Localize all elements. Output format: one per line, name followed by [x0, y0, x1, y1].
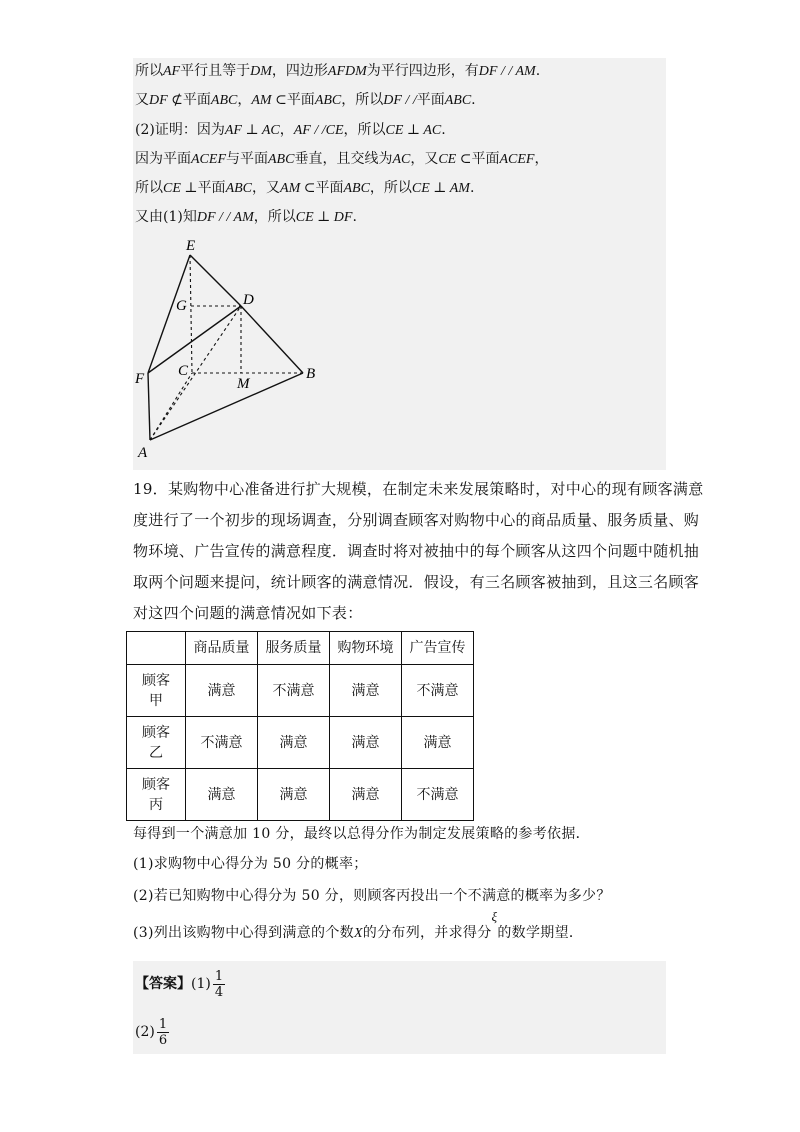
subquestion-1: (1)求购物中心得分为 50 分的概率；	[133, 856, 368, 872]
text: 的分布列，并求得分	[362, 925, 492, 941]
math: CE ⊥ DF	[295, 210, 353, 225]
text: 平面	[182, 92, 211, 108]
row-name-bottom: 甲	[149, 692, 163, 709]
header-cell: 服务质量	[258, 632, 330, 665]
math: ABC	[343, 181, 370, 196]
subquestion-2: (2)若已知购物中心得分为 50 分，则顾客丙投出一个不满意的概率为多少？	[133, 888, 611, 904]
table-cell: 满意	[258, 769, 330, 821]
math: ABC	[444, 93, 472, 108]
text: 垂直，且交线为	[294, 151, 393, 167]
math: ACEF	[191, 152, 226, 167]
math: AF / /CE	[293, 123, 344, 138]
label-A: A	[138, 445, 148, 461]
header-cell: 商品质量	[186, 632, 258, 665]
table-cell: 满意	[258, 717, 330, 769]
label-G: G	[176, 298, 187, 314]
proof-line-5	[135, 178, 474, 199]
math: DF / /	[383, 93, 417, 108]
proof-line-6	[135, 207, 357, 228]
text: 因为平面	[135, 151, 191, 167]
question-line-2: 度进行了一个初步的现场调查，分别调查顾客对购物中心的商品质量、服务质量、购	[133, 511, 700, 529]
math: ACEF	[499, 152, 535, 167]
table-cell: 满意	[330, 717, 402, 769]
header-cell: 购物环境	[330, 632, 402, 665]
edge-EF	[148, 255, 190, 373]
text: ，所以	[341, 92, 384, 108]
math: DF ⊄	[149, 93, 183, 108]
math: AM ⊂	[251, 93, 287, 108]
question-line-1: 19．某购物中心准备进行扩大规模，在制定未来发展策略时，对中心的现有顾客满意	[133, 480, 704, 498]
text: 与平面	[226, 151, 268, 167]
math: ABC	[210, 93, 238, 108]
edge-FD	[148, 306, 241, 373]
math: AF ⊥ AC	[224, 123, 280, 138]
text: (2)证明：因为	[135, 122, 225, 138]
text: ，所以	[369, 180, 412, 196]
scoring-rule: 每得到一个满意加 10 分，最终以总得分作为制定发展策略的参考依据．	[133, 826, 590, 842]
text: 的数学期望．	[497, 925, 584, 941]
text: 平面	[416, 92, 445, 108]
row-name-bottom: 乙	[149, 744, 163, 761]
text: 平面	[471, 151, 500, 167]
header-cell	[127, 632, 186, 665]
table-cell: 满意	[330, 769, 402, 821]
table-row	[127, 769, 474, 821]
math: CE ⊥	[163, 181, 198, 196]
table-cell: 不满意	[402, 665, 474, 717]
answer-label: 【答案】	[135, 976, 191, 992]
row-name-bottom: 丙	[149, 796, 163, 813]
text: 平面	[197, 180, 226, 196]
answer-part-label: (2)	[135, 1024, 155, 1040]
text: 又	[135, 92, 149, 108]
table-header-row	[127, 632, 474, 665]
table-cell: 满意	[186, 665, 258, 717]
proof-line-1	[135, 61, 540, 82]
edge-FA	[148, 373, 150, 440]
row-header	[127, 717, 186, 769]
text: ，所以	[343, 122, 386, 138]
label-E: E	[186, 238, 196, 254]
label-D: D	[243, 292, 254, 308]
text: ，又	[252, 180, 281, 196]
math: ABC	[314, 93, 342, 108]
text: ，所以	[253, 209, 296, 225]
math: CE ⊥ AM	[411, 181, 470, 196]
numerator: 1	[214, 968, 224, 984]
table-cell: 满意	[186, 769, 258, 821]
proof-line-3	[135, 120, 446, 141]
edge-DB	[241, 306, 303, 373]
text: ，	[534, 151, 549, 167]
text: .	[352, 209, 357, 225]
answer-part-label: (1)	[191, 976, 211, 992]
label-M: M	[237, 376, 250, 392]
proof-line-4	[135, 149, 548, 170]
fraction	[213, 969, 225, 1000]
math: CE ⊥ AC	[385, 123, 442, 138]
text: 所以	[135, 63, 163, 79]
proof-line-2	[135, 90, 476, 111]
math: DF / / AM	[478, 64, 536, 79]
math: CE ⊂	[438, 152, 472, 167]
question-line-3: 物环境、广告宣传的满意程度．调查时将对被抽中的每个顾客从这四个问题中随机抽	[133, 542, 700, 560]
math: ABC	[268, 152, 295, 167]
table-cell: 满意	[402, 717, 474, 769]
subquestion-3	[133, 909, 584, 945]
text: .	[471, 92, 476, 108]
question-line-5: 对这四个问题的满意情况如下表：	[133, 604, 363, 622]
text: 为平行四边形，有	[366, 63, 479, 79]
text: ，	[279, 122, 294, 138]
header-cell: 广告宣传	[402, 632, 474, 665]
text: .	[469, 180, 475, 196]
label-F: F	[135, 371, 145, 387]
row-name-top: 顾客	[142, 776, 170, 793]
text: 所以	[135, 180, 163, 196]
math: ξ	[491, 909, 498, 924]
table-cell: 满意	[330, 665, 402, 717]
table-row	[127, 665, 474, 717]
text: ，	[237, 92, 252, 108]
math: DM	[250, 64, 272, 79]
text: 平面	[315, 180, 344, 196]
table-row	[127, 717, 474, 769]
text: 平面	[286, 92, 315, 108]
denominator: 6	[158, 1032, 168, 1048]
table-cell: 不满意	[186, 717, 258, 769]
row-name-top: 顾客	[142, 724, 170, 741]
denominator: 4	[214, 984, 224, 1000]
math: DF / / AM	[196, 210, 254, 225]
math: X	[353, 926, 363, 941]
table-cell: 不满意	[402, 769, 474, 821]
math: AFDM	[327, 64, 367, 79]
text: .	[535, 63, 541, 79]
question-line-4: 取两个问题来提问，统计顾客的满意情况．假设，有三名顾客被抽到，且这三名顾客	[133, 573, 700, 591]
satisfaction-table	[126, 631, 474, 821]
label-C: C	[178, 363, 189, 379]
answer-line-2	[135, 1013, 169, 1051]
text: 又由(1)知	[135, 209, 197, 225]
math: AF	[163, 64, 181, 79]
row-header	[127, 665, 186, 717]
math: ABC	[225, 181, 253, 196]
math: AC	[392, 152, 411, 167]
geometry-figure	[130, 235, 330, 465]
edge-AB	[150, 373, 303, 440]
edge-AC	[150, 373, 192, 440]
answer-line-1	[135, 965, 225, 1003]
text: .	[441, 122, 446, 138]
text: (3)列出该购物中心得到满意的个数	[133, 925, 354, 941]
table-cell: 不满意	[258, 665, 330, 717]
edge-EC	[190, 255, 192, 373]
edge-ED	[190, 255, 241, 306]
text: ，四边形	[271, 63, 328, 79]
row-name-top: 顾客	[142, 672, 170, 689]
numerator: 1	[158, 1016, 168, 1032]
fraction	[157, 1017, 169, 1048]
math: AM ⊂	[280, 181, 316, 196]
text: ，又	[410, 151, 439, 167]
label-B: B	[306, 366, 316, 382]
row-header	[127, 769, 186, 821]
text: 平行且等于	[180, 63, 251, 79]
